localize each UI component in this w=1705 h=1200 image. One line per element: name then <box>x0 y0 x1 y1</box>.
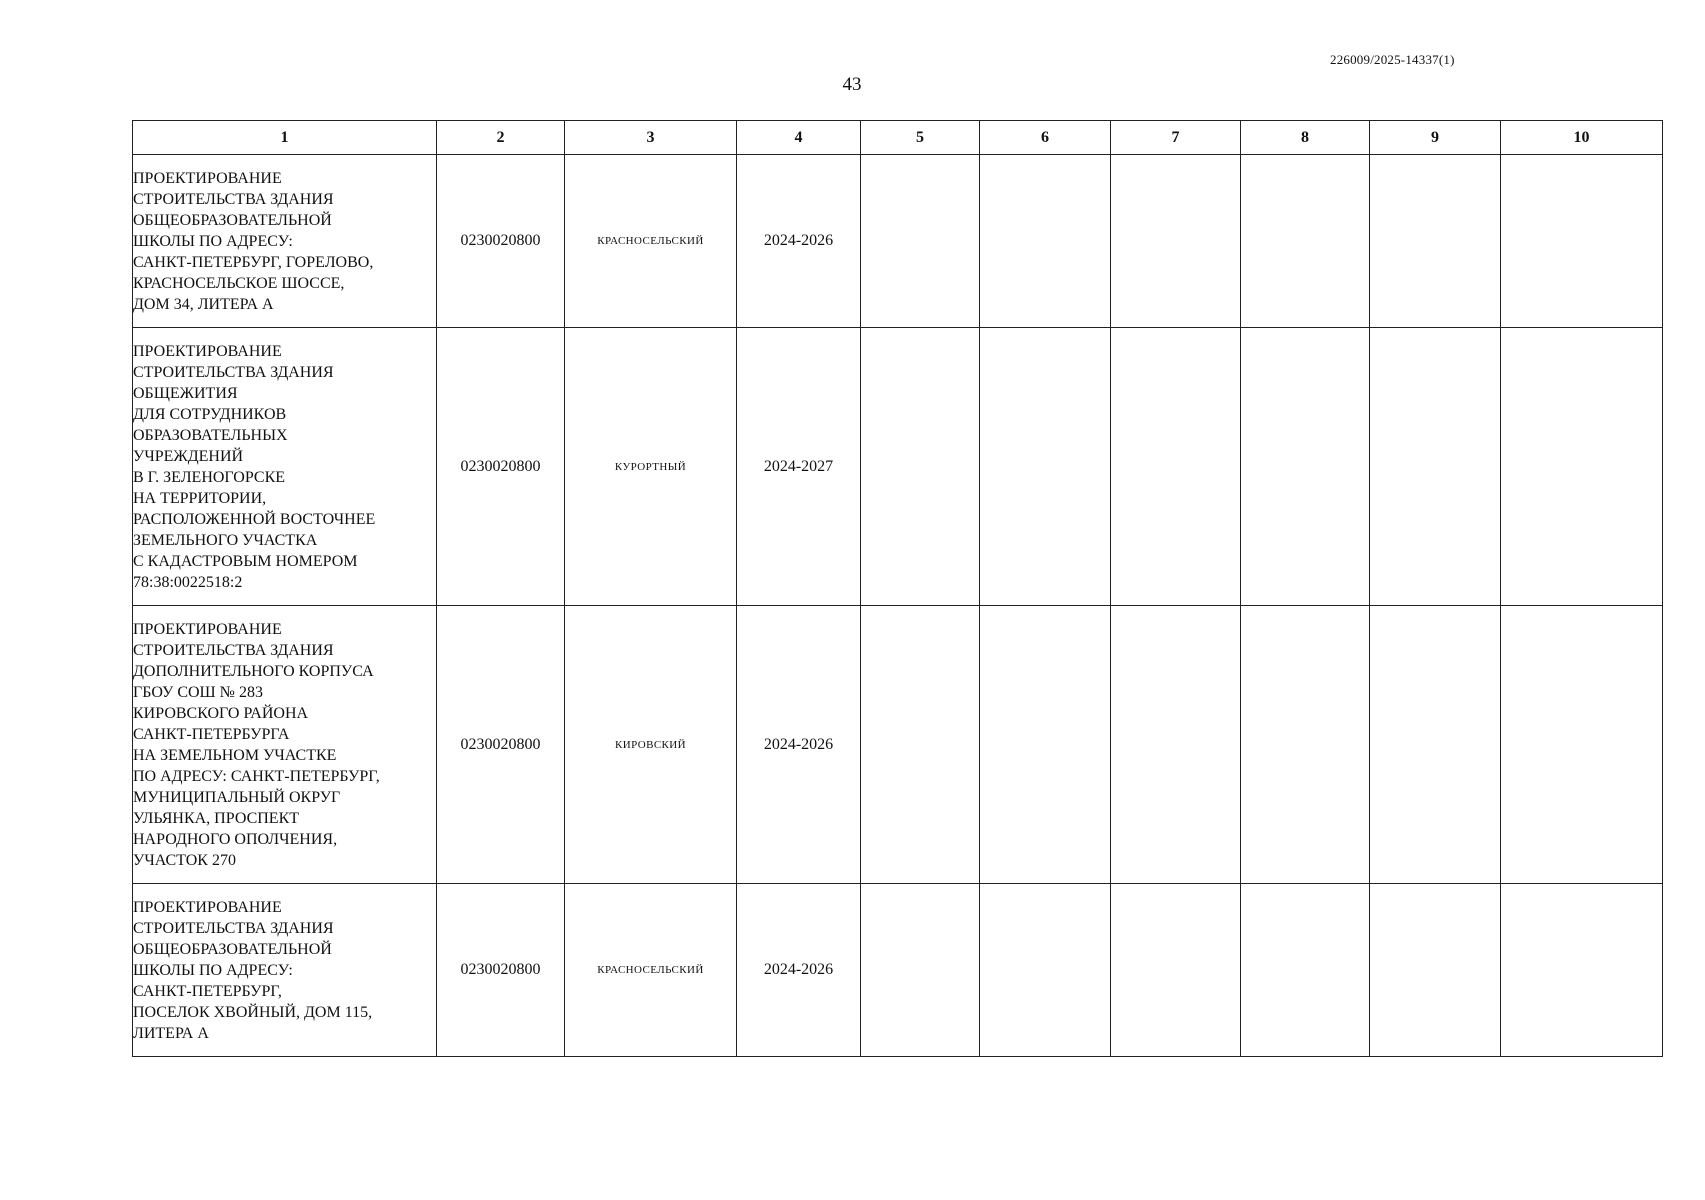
empty-cell <box>1241 328 1370 606</box>
empty-cell <box>861 884 980 1057</box>
empty-cell <box>1241 884 1370 1057</box>
empty-cell <box>1241 155 1370 328</box>
project-description-cell: ПРОЕКТИРОВАНИЕ СТРОИТЕЛЬСТВА ЗДАНИЯ ОБЩЕОБРАЗОВАТЕЛЬНОЙ ШКОЛЫ ПО АДРЕСУ: САНКТ-ПЕТЕРБУРГ, ГОРЕЛОВО, КРАСНОСЕЛЬСКОЕ ШОССЕ, ДОМ 34, ЛИТЕРА А <box>133 155 437 328</box>
empty-cell <box>1370 606 1501 884</box>
column-header-8: 8 <box>1241 121 1370 155</box>
empty-cell <box>1501 155 1663 328</box>
district-cell: КРАСНОСЕЛЬСКИЙ <box>565 155 737 328</box>
table-row <box>133 328 1663 606</box>
empty-cell <box>980 884 1111 1057</box>
project-description-cell: ПРОЕКТИРОВАНИЕ СТРОИТЕЛЬСТВА ЗДАНИЯ ОБЩЕОБРАЗОВАТЕЛЬНОЙ ШКОЛЫ ПО АДРЕСУ: САНКТ-ПЕТЕРБУРГ, ПОСЕЛОК ХВОЙНЫЙ, ДОМ 115, ЛИТЕРА А <box>133 884 437 1057</box>
empty-cell <box>861 606 980 884</box>
table-row <box>133 155 1663 328</box>
budget-code-cell: 0230020800 <box>437 884 565 1057</box>
empty-cell <box>861 328 980 606</box>
period-cell: 2024-2027 <box>737 328 861 606</box>
page-number: 43 <box>842 74 862 95</box>
column-header-9: 9 <box>1370 121 1501 155</box>
district-cell: КИРОВСКИЙ <box>565 606 737 884</box>
column-header-5: 5 <box>861 121 980 155</box>
table-row <box>133 884 1663 1057</box>
column-header-2: 2 <box>437 121 565 155</box>
header-row <box>133 121 1663 155</box>
period-cell: 2024-2026 <box>737 155 861 328</box>
empty-cell <box>980 328 1111 606</box>
column-header-10: 10 <box>1501 121 1663 155</box>
period-cell: 2024-2026 <box>737 884 861 1057</box>
empty-cell <box>1501 606 1663 884</box>
column-header-1: 1 <box>133 121 437 155</box>
project-description-cell: ПРОЕКТИРОВАНИЕ СТРОИТЕЛЬСТВА ЗДАНИЯ ОБЩЕЖИТИЯ ДЛЯ СОТРУДНИКОВ ОБРАЗОВАТЕЛЬНЫХ УЧРЕЖДЕНИЙ В Г. ЗЕЛЕНОГОРСКЕ НА ТЕРРИТОРИИ, РАСПОЛОЖЕННОЙ ВОСТОЧНЕЕ ЗЕМЕЛЬНОГО УЧАСТКА С КАДАСТРОВЫМ НОМЕРОМ 78:38:0022518:2 <box>133 328 437 606</box>
empty-cell <box>1111 155 1241 328</box>
empty-cell <box>1111 328 1241 606</box>
empty-cell <box>1370 155 1501 328</box>
empty-cell <box>1501 328 1663 606</box>
district-cell: КРАСНОСЕЛЬСКИЙ <box>565 884 737 1057</box>
budget-code-cell: 0230020800 <box>437 606 565 884</box>
column-header-4: 4 <box>737 121 861 155</box>
document-id: 226009/2025-14337(1) <box>1330 52 1455 67</box>
column-header-6: 6 <box>980 121 1111 155</box>
project-table <box>132 120 1663 1057</box>
empty-cell <box>980 606 1111 884</box>
empty-cell <box>1370 328 1501 606</box>
empty-cell <box>1501 884 1663 1057</box>
table-row <box>133 606 1663 884</box>
empty-cell <box>1370 884 1501 1057</box>
empty-cell <box>1111 884 1241 1057</box>
period-cell: 2024-2026 <box>737 606 861 884</box>
budget-code-cell: 0230020800 <box>437 328 565 606</box>
column-header-3: 3 <box>565 121 737 155</box>
column-header-7: 7 <box>1111 121 1241 155</box>
district-cell: КУРОРТНЫЙ <box>565 328 737 606</box>
empty-cell <box>861 155 980 328</box>
budget-code-cell: 0230020800 <box>437 155 565 328</box>
project-description-cell: ПРОЕКТИРОВАНИЕ СТРОИТЕЛЬСТВА ЗДАНИЯ ДОПОЛНИТЕЛЬНОГО КОРПУСА ГБОУ СОШ № 283 КИРОВСКОГО РАЙОНА САНКТ-ПЕТЕРБУРГА НА ЗЕМЕЛЬНОМ УЧАСТКЕ ПО АДРЕСУ: САНКТ-ПЕТЕРБУРГ, МУНИЦИПАЛЬНЫЙ ОКРУГ УЛЬЯНКА, ПРОСПЕКТ НАРОДНОГО ОПОЛЧЕНИЯ, УЧАСТОК 270 <box>133 606 437 884</box>
empty-cell <box>1111 606 1241 884</box>
empty-cell <box>1241 606 1370 884</box>
empty-cell <box>980 155 1111 328</box>
